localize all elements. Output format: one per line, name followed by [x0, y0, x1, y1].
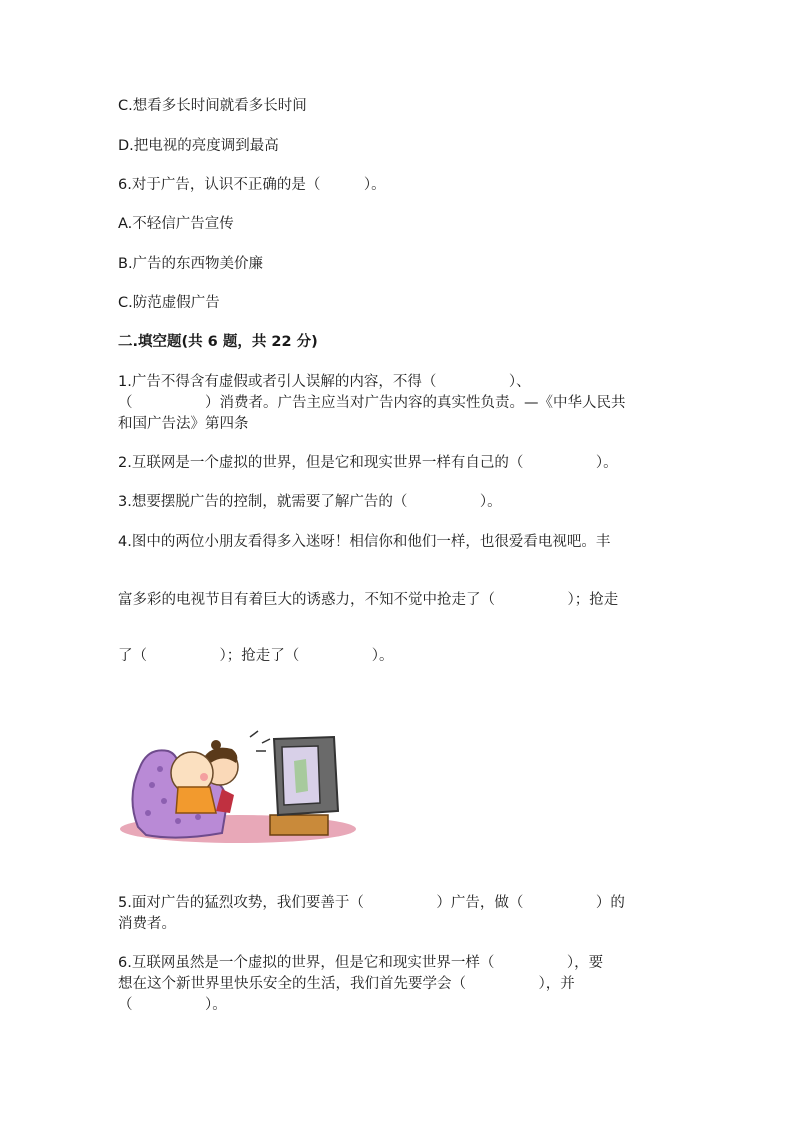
q6-line-1: 6.互联网虽然是一个虚拟的世界，但是它和现实世界一样（ ），要 [118, 955, 604, 971]
question-6-option-a: A.不轻信广告宣传 [118, 216, 234, 232]
q4-line-2: 富多彩的电视节目有着巨大的诱惑力，不知不觉中抢走了（ ）；抢走 [118, 592, 619, 608]
fill-blank-q2: 2.互联网是一个虚拟的世界，但是它和现实世界一样有自己的（ ）。 [118, 455, 618, 471]
option-d: D.把电视的亮度调到最高 [118, 138, 279, 154]
excitement-lines [250, 731, 270, 751]
question-6-stem: 6.对于广告，认识不正确的是（ ）。 [118, 177, 386, 193]
section-heading: 二.填空题(共 6 题，共 22 分) [118, 334, 318, 350]
q5-line-2: 消费者。 [118, 916, 176, 932]
q1-line-1: 1.广告不得含有虚假或者引人误解的内容，不得（ ）、 [118, 374, 531, 390]
child-boy-shirt [176, 787, 216, 813]
q4-line-1: 4.图中的两位小朋友看得多入迷呀！相信你和他们一样，也很爱看电视吧。丰 [118, 534, 611, 550]
fill-blank-q3: 3.想要摆脱广告的控制，就需要了解广告的（ ）。 [118, 494, 502, 510]
q5-line-1: 5.面对广告的猛烈攻势，我们要善于（ ）广告，做（ ）的 [118, 895, 625, 911]
q1-line-3: 和国广告法》第四条 [118, 416, 249, 432]
option-c: C.想看多长时间就看多长时间 [118, 98, 307, 114]
q1-line-2: （ ）消费者。广告主应当对广告内容的真实性负责。—《中华人民共 [118, 395, 626, 411]
q6-line-3: （ ）。 [118, 997, 227, 1013]
question-6-option-c: C.防范虚假广告 [118, 295, 220, 311]
tv-stand [270, 815, 328, 835]
q6-line-2: 想在这个新世界里快乐安全的生活，我们首先要学会（ ），并 [118, 976, 575, 992]
q4-line-3: 了（ ）；抢走了（ ）。 [118, 648, 394, 664]
children-watching-tv-illustration [118, 717, 363, 847]
question-6-option-b: B.广告的东西物美价廉 [118, 256, 264, 272]
